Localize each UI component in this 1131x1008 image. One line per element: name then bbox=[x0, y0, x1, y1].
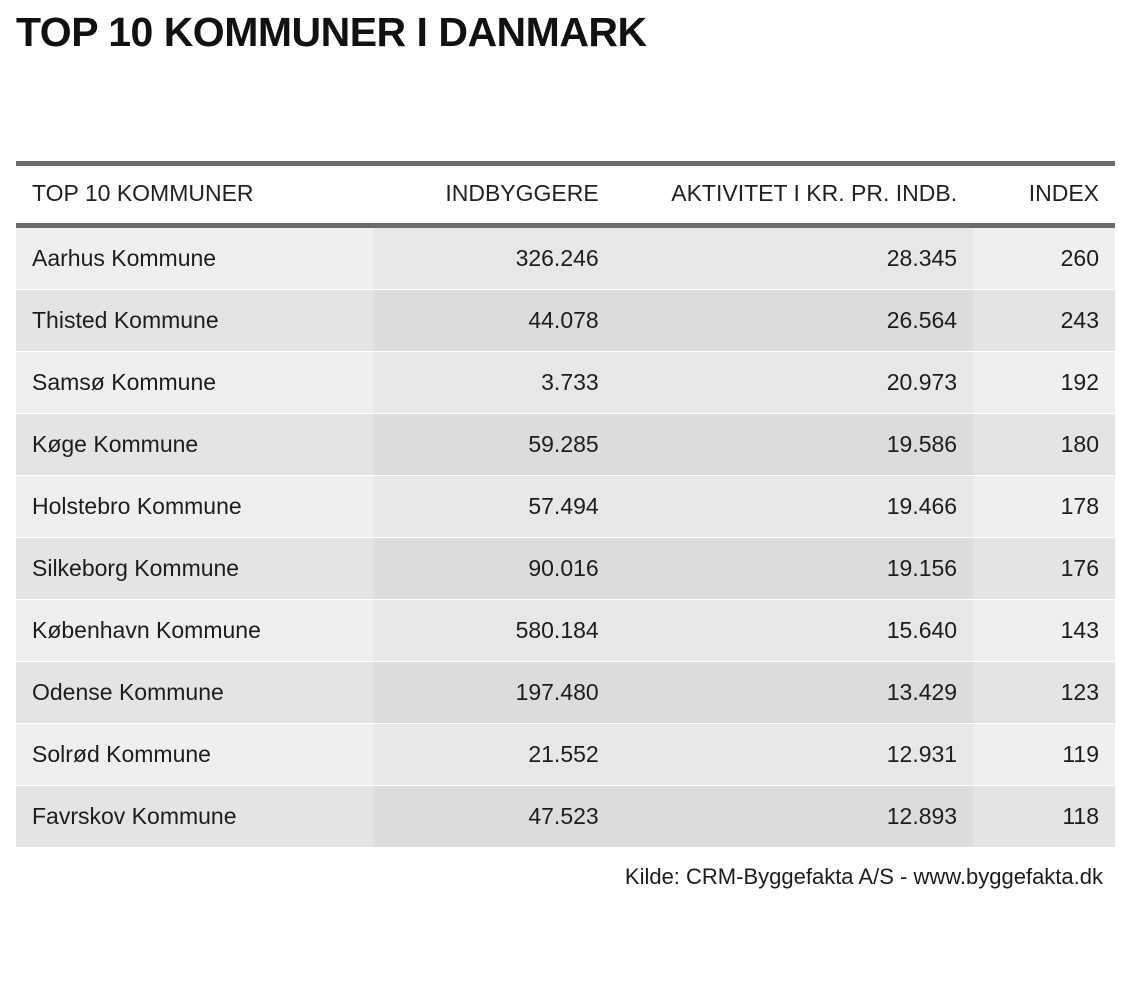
cell-kommune: Køge Kommune bbox=[16, 414, 374, 476]
column-header-kommune: TOP 10 KOMMUNER bbox=[16, 164, 374, 226]
cell-index: 143 bbox=[973, 600, 1115, 662]
cell-aktivitet: 19.586 bbox=[615, 414, 973, 476]
cell-aktivitet: 15.640 bbox=[615, 600, 973, 662]
cell-index: 176 bbox=[973, 538, 1115, 600]
cell-aktivitet: 20.973 bbox=[615, 352, 973, 414]
table-row bbox=[16, 226, 1115, 290]
table-header bbox=[16, 164, 1115, 226]
cell-index: 180 bbox=[973, 414, 1115, 476]
cell-index: 123 bbox=[973, 662, 1115, 724]
cell-aktivitet: 13.429 bbox=[615, 662, 973, 724]
source-note: Kilde: CRM-Byggefakta A/S - www.byggefakta.dk bbox=[624, 864, 1103, 890]
cell-indbyggere: 57.494 bbox=[374, 476, 614, 538]
cell-kommune: Favrskov Kommune bbox=[16, 786, 374, 848]
table-row bbox=[16, 414, 1115, 476]
cell-aktivitet: 26.564 bbox=[615, 290, 973, 352]
cell-indbyggere: 90.016 bbox=[374, 538, 614, 600]
table-row bbox=[16, 600, 1115, 662]
cell-aktivitet: 28.345 bbox=[615, 226, 973, 290]
table-container bbox=[8, 161, 1123, 890]
cell-indbyggere: 197.480 bbox=[374, 662, 614, 724]
cell-kommune: Silkeborg Kommune bbox=[16, 538, 374, 600]
header-row bbox=[16, 164, 1115, 226]
cell-aktivitet: 19.466 bbox=[615, 476, 973, 538]
cell-indbyggere: 47.523 bbox=[374, 786, 614, 848]
top-kommuner-table bbox=[16, 161, 1115, 848]
table-body bbox=[16, 226, 1115, 848]
table-row bbox=[16, 290, 1115, 352]
cell-index: 243 bbox=[973, 290, 1115, 352]
cell-indbyggere: 3.733 bbox=[374, 352, 614, 414]
column-header-index: INDEX bbox=[973, 164, 1115, 226]
cell-kommune: Solrød Kommune bbox=[16, 724, 374, 786]
table-page bbox=[0, 8, 1131, 1008]
cell-index: 192 bbox=[973, 352, 1115, 414]
cell-index: 118 bbox=[973, 786, 1115, 848]
page-title: TOP 10 KOMMUNER I DANMARK bbox=[16, 9, 647, 55]
cell-kommune: Holstebro Kommune bbox=[16, 476, 374, 538]
table-row bbox=[16, 352, 1115, 414]
table-row bbox=[16, 662, 1115, 724]
cell-indbyggere: 44.078 bbox=[374, 290, 614, 352]
cell-aktivitet: 19.156 bbox=[615, 538, 973, 600]
cell-indbyggere: 21.552 bbox=[374, 724, 614, 786]
column-header-indbyggere: INDBYGGERE bbox=[374, 164, 614, 226]
cell-kommune: Samsø Kommune bbox=[16, 352, 374, 414]
cell-kommune: København Kommune bbox=[16, 600, 374, 662]
cell-indbyggere: 326.246 bbox=[374, 226, 614, 290]
table-row bbox=[16, 724, 1115, 786]
cell-kommune: Odense Kommune bbox=[16, 662, 374, 724]
cell-indbyggere: 580.184 bbox=[374, 600, 614, 662]
table-row bbox=[16, 538, 1115, 600]
cell-kommune: Thisted Kommune bbox=[16, 290, 374, 352]
table-row bbox=[16, 476, 1115, 538]
cell-index: 119 bbox=[973, 724, 1115, 786]
cell-aktivitet: 12.893 bbox=[615, 786, 973, 848]
cell-indbyggere: 59.285 bbox=[374, 414, 614, 476]
cell-index: 260 bbox=[973, 226, 1115, 290]
cell-kommune: Aarhus Kommune bbox=[16, 226, 374, 290]
cell-aktivitet: 12.931 bbox=[615, 724, 973, 786]
table-row bbox=[16, 786, 1115, 848]
cell-index: 178 bbox=[973, 476, 1115, 538]
column-header-aktivitet: AKTIVITET I KR. PR. INDB. bbox=[615, 164, 973, 226]
